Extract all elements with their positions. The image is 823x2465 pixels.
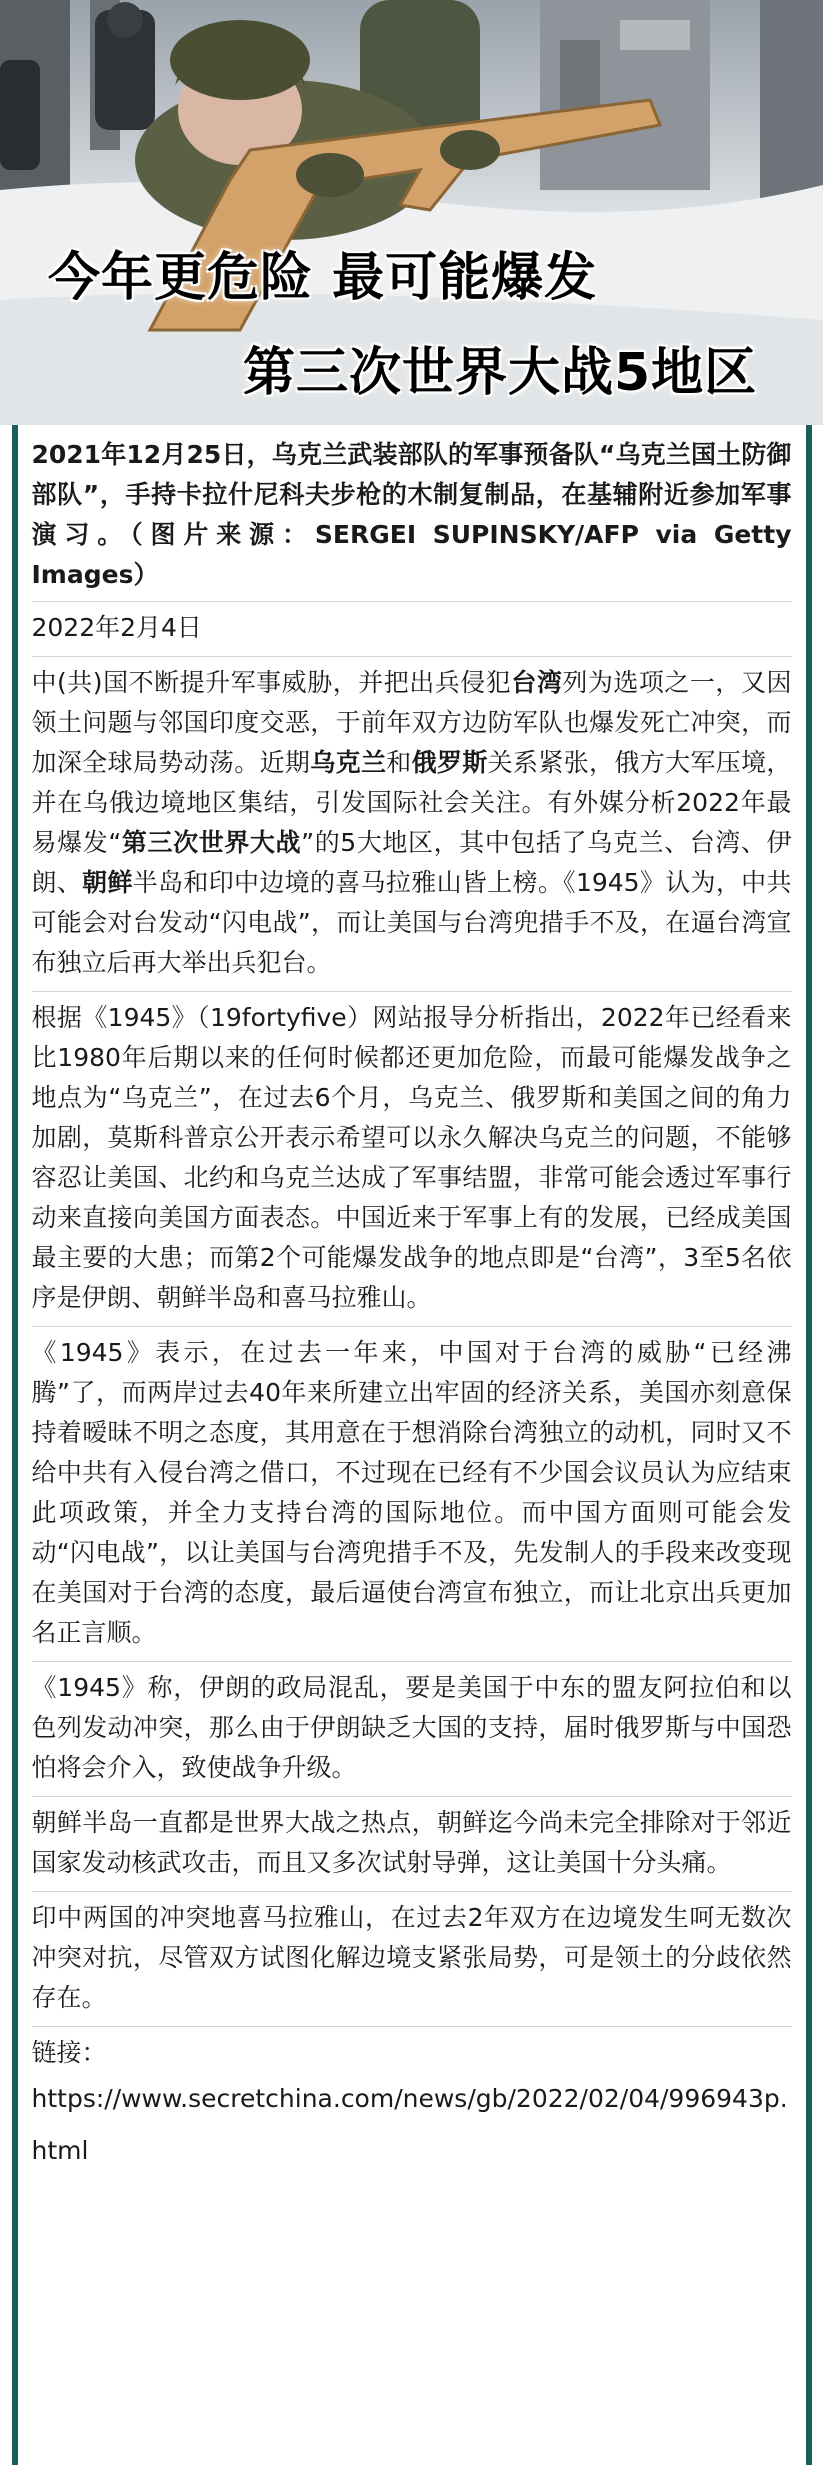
paragraph-3: 《1945》表示，在过去一年来，中国对于台湾的威胁“已经沸腾”了，而两岸过去40年来所建立出牢固的经济关系，美国亦刻意保持着暧昧不明之态度，其用意在于想消除台湾独立的动机，同时又不给中共有入侵台湾之借口，不过现在已经有不少国会议员认为应结束此项政策，并全力支持台湾的国际地位。而中国方面则可能会发动“闪电战”，以让美国与台湾兜措手不及，先发制人的手段来改变现在美国对于台湾的态度，最后逼使台湾宣布独立，而让北京出兵更加名正言顺。	[32, 1327, 792, 1662]
p1-text-6: 半岛和印中边境的喜马拉雅山皆上榜。《1945》认为，中共可能会对台发动“闪电战”，而让美国与台湾兜措手不及，在逼台湾宣布独立后再大举出兵犯台。	[31, 868, 792, 977]
hero-image	[0, 0, 823, 425]
paragraph-6: 印中两国的冲突地喜马拉雅山，在过去2年双方在边境发生呵无数次冲突对抗，尽管双方试图化解边境支紧张局势，可是领土的分歧依然存在。	[32, 1892, 792, 2027]
article-body	[12, 425, 812, 2465]
photo-caption: 2021年12月25日，乌克兰武装部队的军事预备队“乌克兰国土防御部队”，手持卡拉什尼科夫步枪的木制复制品，在基辅附近参加军事演习。（图片来源：SERGEI SUPINSKY/AFP via Getty Images）	[32, 433, 792, 602]
p1-text-1: 中(共)国不断提升军事威胁，并把出兵侵犯	[31, 668, 512, 697]
p1-keyword-ukraine: 乌克兰	[310, 748, 387, 777]
paragraph-4: 《1945》称，伊朗的政局混乱，要是美国于中东的盟友阿拉伯和以色列发动冲突，那么由于伊朗缺乏大国的支持，届时俄罗斯与中国恐怕将会介入，致使战争升级。	[32, 1662, 792, 1797]
hero-title-line2: 第三次世界大战5地区	[243, 343, 758, 403]
paragraph-5: 朝鲜半岛一直都是世界大战之热点，朝鲜迄今尚未完全排除对于邻近国家发动核武攻击，而且又多次试射导弹，这让美国十分头痛。	[32, 1797, 792, 1892]
p1-text-2: 列为选项之一，又因领土问题与邻国印度交恶，于前年双方边防军队也爆发死亡冲突，而加深全球局势动荡。近期	[31, 668, 792, 777]
paragraph-2: 根据《1945》（19fortyfive）网站报导分析指出，2022年已经看来比1980年后期以来的任何时候都还更加危险，而最可能爆发战争之地点为“乌克兰”，在过去6个月，乌克兰、俄罗斯和美国之间的角力加剧，莫斯科普京公开表示希望可以永久解决乌克兰的问题，不能够容忍让美国、北约和乌克兰达成了军事结盟，非常可能会透过军事行动来直接向美国方面表态。中国近来于军事上有的发展，已经成美国最主要的大患；而第2个可能爆发战争的地点即是“台湾”，3至5名依序是伊朗、朝鲜半岛和喜马拉雅山。	[32, 992, 792, 1327]
p1-keyword-korea: 朝鲜	[82, 868, 133, 897]
p1-keyword-russia: 俄罗斯	[411, 748, 488, 777]
hero-title-line1: 今年更危险 最可能爆发	[48, 248, 598, 308]
p1-text-3: 和	[386, 748, 412, 777]
source-link-block	[32, 2027, 792, 2185]
p1-keyword-taiwan: 台湾	[511, 668, 563, 697]
p1-text-4: 关系紧张，俄方大军压境，并在乌俄边境地区集结，引发国际社会关注。有外媒分析2022年最易爆发“	[31, 748, 792, 857]
article-date-block	[32, 602, 792, 657]
p1-keyword-ww3: 第三次世界大战	[121, 828, 302, 857]
p1-text-5: ”的5大地区，其中包括了乌克兰、台湾、伊朗、	[31, 828, 792, 897]
publish-date: 2022年2月4日	[31, 613, 202, 642]
link-label: 链接：	[31, 2038, 107, 2067]
paragraph-1	[32, 657, 792, 992]
source-link[interactable]: https://www.secretchina.com/news/gb/2022/02/04/996943p.html	[31, 2084, 788, 2165]
